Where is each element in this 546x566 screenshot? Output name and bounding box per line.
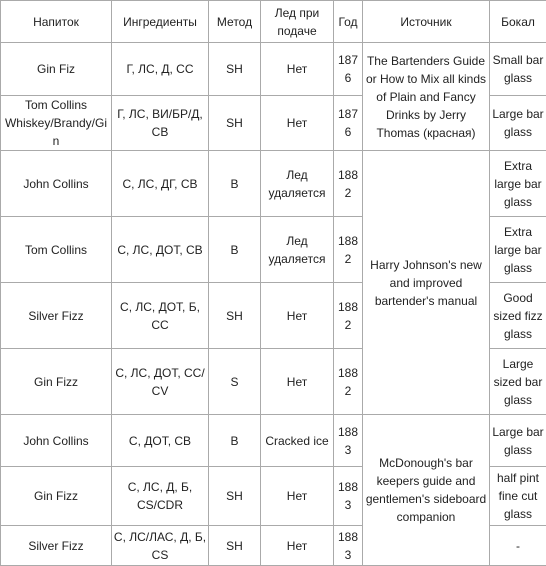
header-glass: Бокал [490,1,546,43]
cell-ingredients: С, ЛС, ДОТ, СВ [112,217,209,283]
cell-drink: John Collins [1,415,112,467]
table-row [1,415,546,467]
cell-drink: Silver Fizz [1,526,112,566]
header-source: Источник [363,1,490,43]
cell-ice: Нет [261,43,334,96]
cell-method: SH [209,467,261,526]
cell-method: S [209,349,261,415]
table-row [1,43,546,96]
cell-source: Harry Johnson's new and improved bartender's manual [363,151,490,415]
header-ingredients: Ингредиенты [112,1,209,43]
cell-drink: Tom Collins [1,217,112,283]
cell-drink: Silver Fizz [1,283,112,349]
cell-ice: Нет [261,526,334,566]
cell-year: 1876 [334,96,363,151]
cell-source: McDonough's bar keepers guide and gentlemen's sideboard companion [363,415,490,566]
cell-year: 1882 [334,151,363,217]
cell-year: 1883 [334,526,363,566]
cell-year: 1882 [334,217,363,283]
cell-ice: Нет [261,349,334,415]
cell-ingredients: С, ЛС, Д, Б, CS/CDR [112,467,209,526]
cell-glass: Extra large bar glass [490,151,546,217]
cell-ice: Лед удаляется [261,217,334,283]
cell-drink: Gin Fizz [1,467,112,526]
cell-year: 1876 [334,43,363,96]
cell-glass: Good sized fizz glass [490,283,546,349]
header-drink: Напиток [1,1,112,43]
cell-glass: Large sized bar glass [490,349,546,415]
header-row [1,1,546,43]
cell-ice: Cracked ice [261,415,334,467]
cell-ice: Лед удаляется [261,151,334,217]
cell-drink: Tom Collins Whiskey/Brandy/Gin [1,96,112,151]
cell-glass: - [490,526,546,566]
cell-method: SH [209,526,261,566]
cell-method: B [209,415,261,467]
cell-method: SH [209,283,261,349]
cell-ingredients: С, ЛС, ДОТ, Б, СС [112,283,209,349]
cell-year: 1883 [334,415,363,467]
cell-glass: Small bar glass [490,43,546,96]
header-method: Метод [209,1,261,43]
cell-drink: Gin Fiz [1,43,112,96]
cell-year: 1883 [334,467,363,526]
cell-glass: half pint fine cut glass [490,467,546,526]
cell-source: The Bartenders Guide or How to Mix all kinds of Plain and Fancy Drinks by Jerry Thomas (красная) [363,43,490,151]
cell-glass: Large bar glass [490,415,546,467]
header-year: Год [334,1,363,43]
cell-ingredients: Г, ЛС, Д, СС [112,43,209,96]
cell-drink: Gin Fizz [1,349,112,415]
cell-method: SH [209,96,261,151]
cell-ingredients: С, ЛС, ДОТ, СС/ CV [112,349,209,415]
header-ice: Лед при подаче [261,1,334,43]
cell-ice: Нет [261,467,334,526]
cell-ingredients: С, ДОТ, СВ [112,415,209,467]
cell-method: SH [209,43,261,96]
cell-year: 1882 [334,349,363,415]
cell-ingredients: С, ЛС, ДГ, СВ [112,151,209,217]
cell-year: 1882 [334,283,363,349]
cell-ingredients: С, ЛС/ЛАС, Д, Б, CS [112,526,209,566]
cell-glass: Large bar glass [490,96,546,151]
cell-glass: Extra large bar glass [490,217,546,283]
cell-ingredients: Г, ЛС, ВИ/БР/Д, СВ [112,96,209,151]
table-row [1,151,546,217]
cell-method: B [209,217,261,283]
cell-method: B [209,151,261,217]
cell-ice: Нет [261,283,334,349]
cell-drink: John Collins [1,151,112,217]
cell-ice: Нет [261,96,334,151]
